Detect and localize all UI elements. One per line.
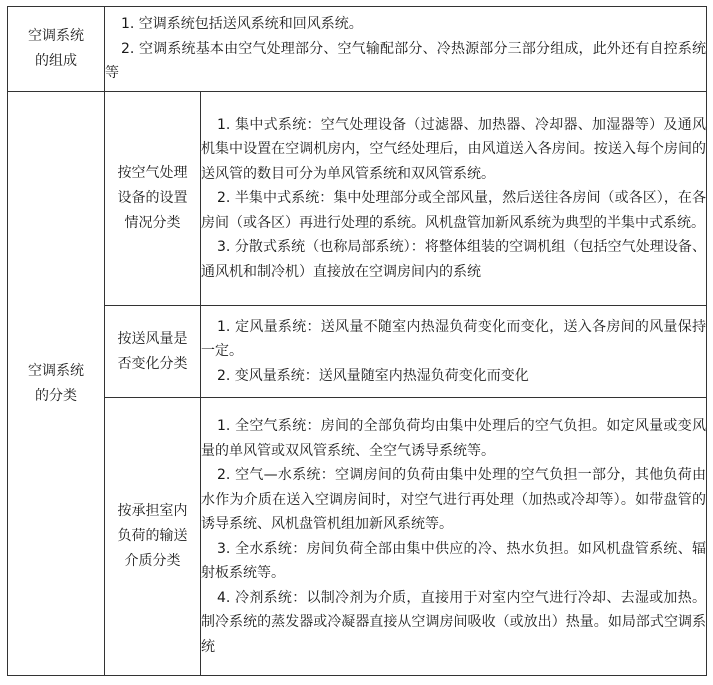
classification-item: 1. 定风量系统：送风量不随室内热湿负荷变化而变化，送入各房间的风量保持一定。: [201, 318, 706, 360]
classification-row-medium: [8, 398, 707, 676]
classification-item: 4. 冷剂系统：以制冷剂为介质，直接用于对室内空气进行冷却、去湿或加热。制冷系统的蒸发器或冷凝器直接从空调房间吸收（或放出）热量。如局部式空调系统: [201, 589, 706, 655]
classification-label: 空调系统的分类: [28, 362, 84, 404]
classification-item: 2. 变风量系统：送风量随室内热湿负荷变化而变化: [217, 367, 529, 384]
classification-item: 1. 全空气系统：房间的全部负荷均由集中处理后的空气负担。如定风量或变风量的单风管或双风管系统、全空气诱导系统等。: [201, 418, 706, 459]
air-conditioning-system-table: [7, 6, 707, 676]
subcategory-label-cell: [105, 306, 201, 398]
subcategory-label-cell: [105, 398, 201, 676]
composition-content-cell: [105, 7, 707, 92]
classification-item: 1. 集中式系统：空气处理设备（过滤器、加热器、冷却器、加湿器等）及通风机集中设置在空调机房内，空气经处理后，由风道送入各房间。按送入每个房间的送风管的数目可分为单风管系统和双风管系统。: [201, 116, 706, 182]
classification-item: 3. 全水系统：房间负荷全部由集中供应的冷、热水负担。如风机盘管系统、辐射板系统等。: [201, 540, 706, 581]
classification-label-cell: [8, 92, 105, 676]
composition-row: [8, 7, 707, 92]
subcategory-label-cell: [105, 92, 201, 306]
subcategory-content-cell: [201, 92, 707, 306]
classification-row-airflow: [8, 306, 707, 398]
subcategory-label: 按送风量是否变化分类: [117, 330, 188, 372]
subcategory-label: 按承担室内负荷的输送介质分类: [117, 503, 188, 569]
composition-label-cell: [8, 7, 105, 92]
classification-row-equipment: [8, 92, 707, 306]
subcategory-content-cell: [201, 398, 707, 676]
classification-item: 3. 分散式系统（也称局部系统）：将整体组装的空调机组（包括空气处理设备、通风机和制冷机）直接放在空调房间内的系统: [201, 239, 706, 280]
classification-item: 2. 空气—水系统：空调房间的负荷由集中处理的空气负担一部分，其他负荷由水作为介质在送入空调房间时，对空气进行再处理（加热或冷却等）。如带盘管的诱导系统、风机盘管机组加新风系统等。: [201, 467, 706, 532]
composition-item: 2. 空调系统基本由空气处理部分、空气输配部分、冷热源部分三部分组成，此外还有自控系统等: [105, 40, 706, 82]
classification-item: 2. 半集中式系统：集中处理部分或全部风量，然后送往各房间（或各区），在各房间（或各区）再进行处理的系统。风机盘管加新风系统为典型的半集中式系统。: [201, 190, 706, 231]
composition-item: 1. 空调系统包括送风系统和回风系统。: [121, 16, 363, 33]
subcategory-label: 按空气处理设备的设置情况分类: [117, 165, 188, 231]
subcategory-content-cell: [201, 306, 707, 398]
composition-label: 空调系统的组成: [28, 28, 84, 69]
